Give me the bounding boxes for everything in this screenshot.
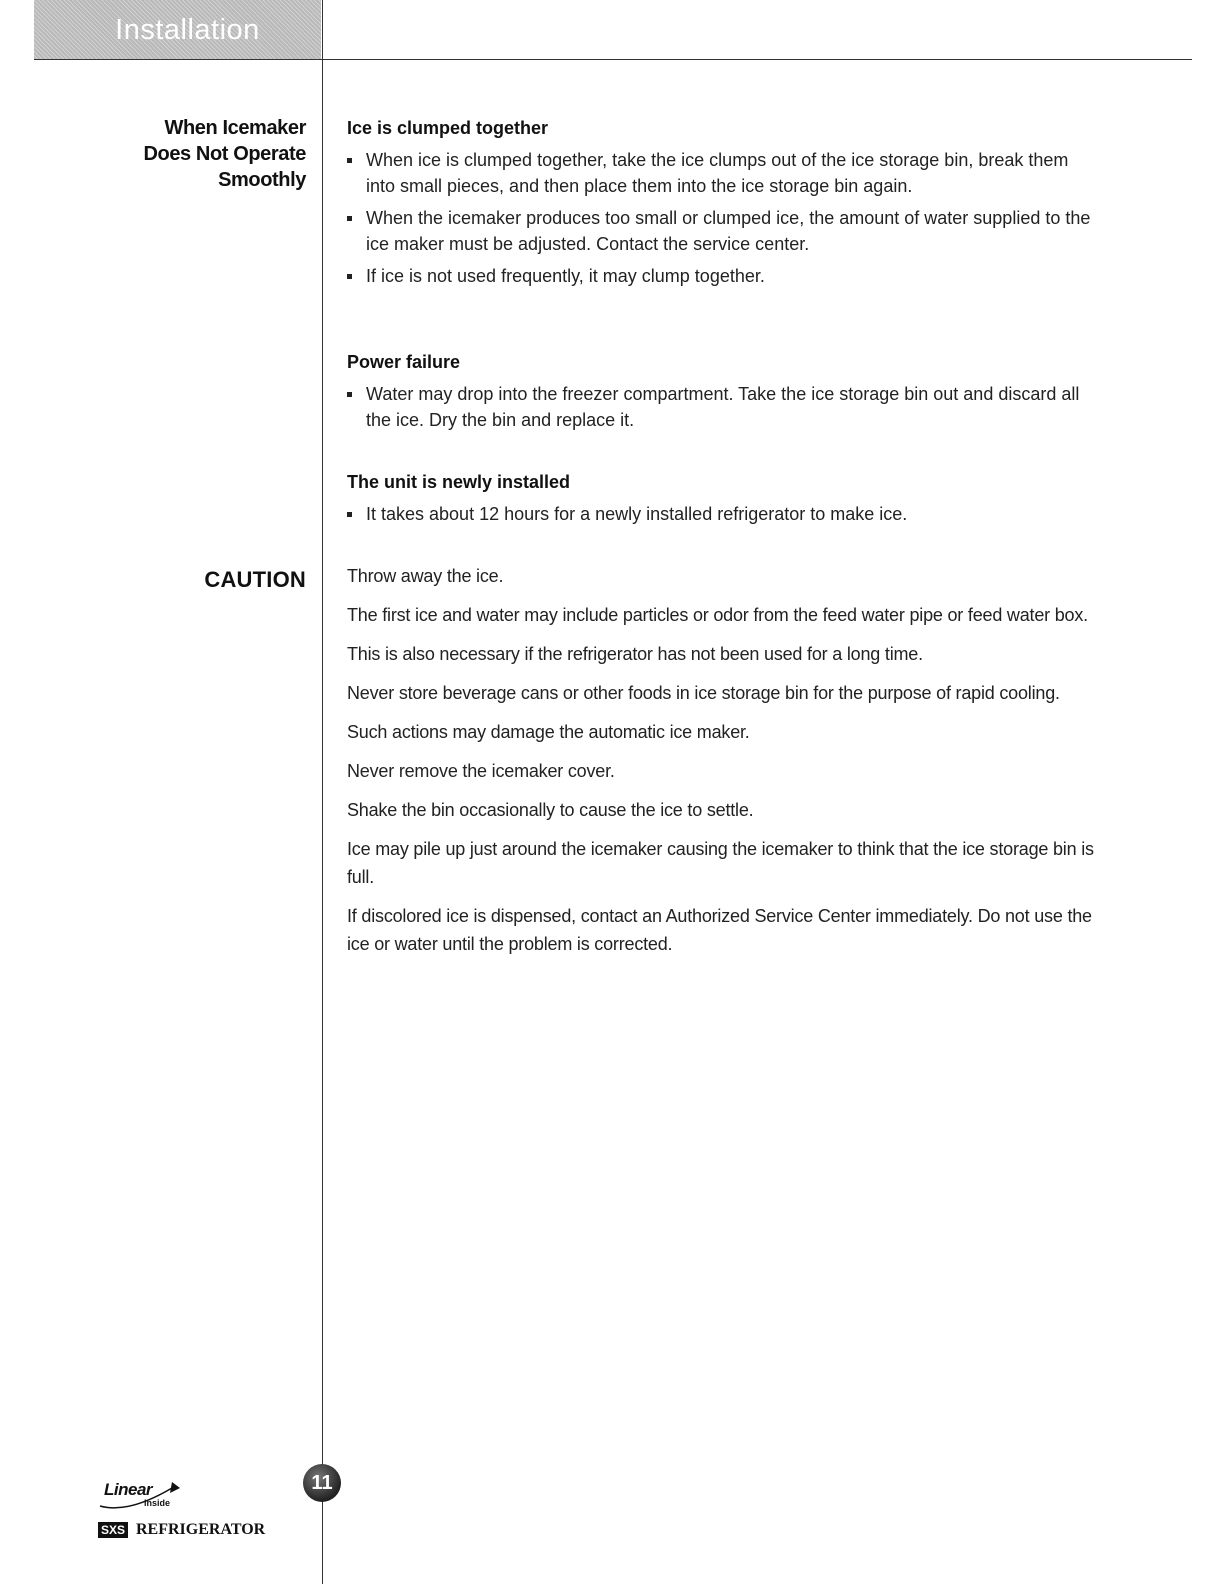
topic-heading-line: Does Not Operate bbox=[143, 143, 306, 165]
list-item-text: If ice is not used frequently, it may clump together. bbox=[366, 266, 765, 286]
list-item bbox=[347, 263, 1097, 289]
caution-paragraph: This is also necessary if the refrigerator has not been used for a long time. bbox=[347, 644, 923, 664]
section-newly-installed bbox=[347, 472, 1097, 533]
bullet-list bbox=[347, 501, 1097, 527]
bullet-icon bbox=[347, 274, 352, 279]
caution-paragraph: If discolored ice is dispensed, contact an Authorized Service Center immediately. Do not use the ice or water until the problem is corrected. bbox=[347, 906, 1092, 954]
section-title: Installation bbox=[115, 13, 260, 46]
header-divider bbox=[34, 59, 1192, 60]
list-item bbox=[347, 501, 1097, 527]
section-header-tab bbox=[34, 0, 321, 60]
caution-paragraph: Throw away the ice. bbox=[347, 566, 504, 586]
column-divider bbox=[322, 0, 323, 1584]
list-item-text: When the icemaker produces too small or clumped ice, the amount of water supplied to the ice maker must be adjusted. Contact the service center. bbox=[366, 208, 1091, 254]
caution-paragraph: The first ice and water may include particles or odor from the feed water pipe or feed water box. bbox=[347, 605, 1088, 625]
list-item bbox=[347, 147, 1097, 199]
topic-heading bbox=[143, 115, 306, 193]
caution-paragraph: Ice may pile up just around the icemaker causing the icemaker to think that the ice storage bin is full. bbox=[347, 839, 1094, 887]
caution-paragraph: Never remove the icemaker cover. bbox=[347, 761, 615, 781]
list-item-text: Water may drop into the freezer compartment. Take the ice storage bin out and discard all the ice. Dry the bin and replace it. bbox=[366, 384, 1080, 430]
bullet-icon bbox=[347, 392, 352, 397]
section-title-power-failure: Power failure bbox=[347, 352, 461, 372]
topic-heading-line: When Icemaker bbox=[164, 117, 306, 139]
section-title-newly-installed: The unit is newly installed bbox=[347, 472, 571, 492]
bullet-list bbox=[347, 381, 1097, 433]
caution-body bbox=[347, 562, 1097, 969]
list-item-text: When ice is clumped together, take the ice clumps out of the ice storage bin, break them into small pieces, and then place them into the ice storage bin again. bbox=[366, 150, 1069, 196]
section-title-ice-clumped: Ice is clumped together bbox=[347, 118, 549, 138]
topic-heading-line: Smoothly bbox=[218, 169, 306, 191]
list-item bbox=[347, 381, 1097, 433]
linear-logo-text: Linear bbox=[104, 1480, 153, 1499]
caution-paragraph: Such actions may damage the automatic ice maker. bbox=[347, 722, 750, 742]
product-name: REFRIGERATOR bbox=[136, 1521, 266, 1538]
page-number-badge: 11 bbox=[303, 1464, 341, 1502]
linear-logo-subtext: inside bbox=[144, 1498, 171, 1508]
caution-heading: CAUTION bbox=[204, 567, 306, 592]
bullet-icon bbox=[347, 158, 352, 163]
brand-logo bbox=[98, 1478, 298, 1548]
bullet-icon bbox=[347, 216, 352, 221]
bullet-list bbox=[347, 147, 1097, 289]
section-ice-clumped bbox=[347, 118, 1097, 295]
list-item bbox=[347, 205, 1097, 257]
sxs-badge: SXS bbox=[98, 1522, 128, 1538]
caution-paragraph: Shake the bin occasionally to cause the ice to settle. bbox=[347, 800, 754, 820]
bullet-icon bbox=[347, 512, 352, 517]
list-item-text: It takes about 12 hours for a newly installed refrigerator to make ice. bbox=[366, 504, 908, 524]
section-power-failure bbox=[347, 352, 1097, 439]
caution-paragraph: Never store beverage cans or other foods in ice storage bin for the purpose of rapid cooling. bbox=[347, 683, 1060, 703]
